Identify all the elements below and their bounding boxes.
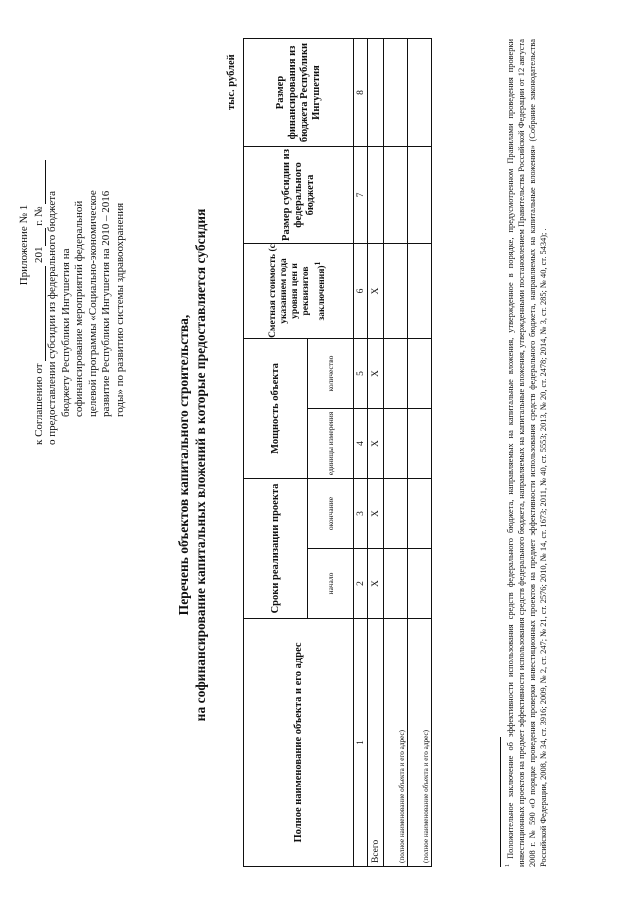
units-label: тыс. рублей xyxy=(226,54,237,110)
objects-table xyxy=(243,38,432,867)
object-placeholder: (полное наименование объекта и его адрес) xyxy=(408,619,432,867)
header-start: начало xyxy=(308,549,354,619)
x-mark: Х xyxy=(368,549,384,619)
footnote-text: Положительное заключение об эффективности использования средств федерального бюджета, направляемых на капитальные вложения, утвержденное в порядке, предусмотренном Правилами проведения проверки инвестиционных проектов на предмет эффективности использования средств федерального бюджета, направляемых на капитальные вложения, утвержденными постановлением Правительства Российской Федерации от 12 августа 2008 г. № 590 «О порядке проведения проверки инвестиционных проектов на предмет эффективности использования средств федерального бюджета, направляемых на капитальные вложения» (Собрание законодательства Российской Федерации, 2008, № 34, ст. 3916; 2009, № 2, ст. 247; № 21, ст. 2576; 2010, № 14, ст. 1673; 2011, № 40, ст. 5553; 2013, № 20, ст. 2478; 2014, № 3, ст. 285; № 40, ст. 5434); . xyxy=(505,39,548,867)
table-cell xyxy=(408,549,432,619)
annex-line: о предоставлении субсидии из федерального бюджета xyxy=(46,190,58,445)
total-label: Всего xyxy=(368,619,384,867)
header-object-name: Полное наименование объекта и его адрес xyxy=(244,619,354,867)
annex-line: софинансирование мероприятий федеральной xyxy=(73,200,85,417)
table-cell xyxy=(384,549,408,619)
header-quantity: количество xyxy=(308,339,354,409)
column-number: 2 xyxy=(354,549,368,619)
header-estimated-cost xyxy=(244,244,354,339)
footnote-separator xyxy=(500,737,501,867)
document-title-line2: на софинансирование капитальных вложений в которые предоставляется субсидия xyxy=(193,208,208,722)
annex-title: Приложение № 1 xyxy=(18,204,30,286)
x-mark: Х xyxy=(368,409,384,479)
table-cell xyxy=(384,409,408,479)
agreement-number-blank xyxy=(32,160,47,204)
table-cell xyxy=(384,479,408,549)
table-row xyxy=(384,39,408,867)
header-estimated-cost-text: Сметная стоимость (с указанием года уровня цен и реквизитов заключения) xyxy=(268,244,328,338)
annex-line: годы» по развитию системы здравоохранения xyxy=(113,202,126,417)
column-number: 5 xyxy=(354,339,368,409)
table-cell xyxy=(408,39,432,147)
annex-agreement-line xyxy=(32,45,47,445)
footnote-marker: 1 xyxy=(505,864,511,867)
table-row-total xyxy=(368,39,384,867)
table-row xyxy=(408,39,432,867)
object-placeholder: (полное наименование объекта и его адрес) xyxy=(384,619,408,867)
table-cell xyxy=(408,147,432,244)
header-end: окончание xyxy=(308,479,354,549)
table-cell xyxy=(408,479,432,549)
header-unit: единицы измерения xyxy=(308,409,354,479)
table-cell xyxy=(408,244,432,339)
x-mark: Х xyxy=(368,244,384,339)
document-title-line1: Перечень объектов капитального строительства, xyxy=(176,314,191,616)
annex-line: развитие Республики Ингушетия на 2010 – 2016 xyxy=(100,190,112,417)
table-cell xyxy=(384,147,408,244)
table-cell xyxy=(368,39,384,147)
footnote-ref: 1 xyxy=(313,261,323,266)
table-cell xyxy=(384,339,408,409)
annex-agreement-prefix: к Соглашению от xyxy=(32,363,45,445)
table-cell xyxy=(384,39,408,147)
x-mark: Х xyxy=(368,339,384,409)
x-mark: Х xyxy=(368,479,384,549)
annex-year-suffix: г. № xyxy=(32,206,45,226)
header-regional-financing: Размер финансирования из бюджета Республики Ингушетия xyxy=(244,39,354,147)
column-number: 7 xyxy=(354,147,368,244)
agreement-date-blank xyxy=(32,266,47,361)
column-number: 1 xyxy=(354,619,368,867)
table-cell xyxy=(408,339,432,409)
year-blank xyxy=(32,228,47,246)
header-capacity: Мощность объекта xyxy=(244,339,308,479)
column-number: 8 xyxy=(354,39,368,147)
footnote xyxy=(503,39,549,867)
column-number: 6 xyxy=(354,244,368,339)
table-cell xyxy=(368,147,384,244)
column-number: 3 xyxy=(354,479,368,549)
annex-year-prefix: 201 xyxy=(32,246,45,263)
table-cell xyxy=(408,409,432,479)
annex-line: целевой программы «Социально-экономическое xyxy=(86,190,99,417)
column-number: 4 xyxy=(354,409,368,479)
table-cell xyxy=(384,244,408,339)
annex-line: бюджету Республики Ингушетия на xyxy=(59,248,72,417)
annex-header xyxy=(18,45,127,445)
header-federal-subsidy: Размер субсидии из федерального бюджета xyxy=(244,147,354,244)
header-implementation-terms: Сроки реализации проекта xyxy=(244,479,308,619)
